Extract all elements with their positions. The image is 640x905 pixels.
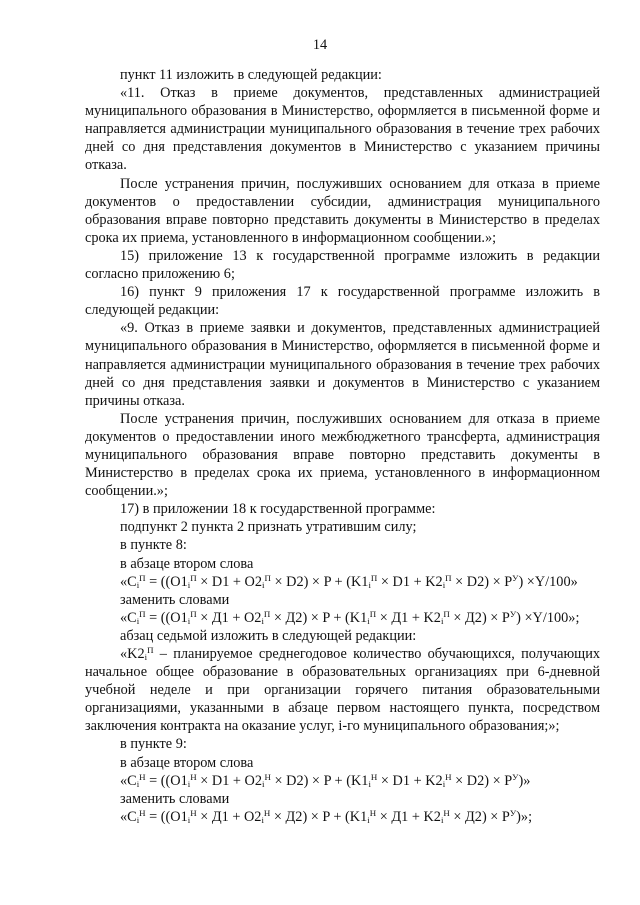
paragraph-9-text: «9. Отказ в приеме заявки и документов, представленных администрацией муниципального образования в Министерство, оформляется в письменной форме и направляется администрации муниципального образования в течение трех рабочих дней со дня представления заявки и документов в Министерство с указанием причины отказа. xyxy=(85,320,600,409)
paragraph-words-label-2: в абзаце втором слова xyxy=(120,754,254,771)
page-number: 14 xyxy=(312,37,328,53)
paragraph-9-repeat: После устранения причин, послуживших основанием для отказа в приеме документов о предоставлении иного межбюджетного трансферта, администрация муниципального образования вправе повторно представить документы в Министерство в пределах срока их приема, установленного в информационном сообщении.»; xyxy=(85,410,600,500)
paragraph-item-15: 15) приложение 13 к государственной программе изложить в редакции согласно приложению 6; xyxy=(85,247,600,283)
paragraph-words-label: в абзаце втором слова xyxy=(120,555,254,572)
paragraph-11-repeat: После устранения причин, послуживших основанием для отказа в приеме документов о предоставлении субсидии, администрация муниципального образования вправе повторно представить документы в Министерство в пределах срока их приема, установленного в информационном сообщении.»; xyxy=(85,175,600,246)
formula-new-n: «$C_i^Н = ((O1_i^Н \times Д1 + O2_i^Н \times Д2) \times P + (K1_i^Н \times Д1 + K2_i^Н \times Д2) \times P^У)$»; xyxy=(120,807,533,826)
paragraph-11-text: «11. Отказ в приеме документов, представленных администрацией муниципального образования в Министерство, оформляется в письменной форме и направляется администрации муниципального образования в течение трех рабочих дней со дня представления документов в Министерство с указанием причины отказа. xyxy=(85,85,600,174)
paragraph-point-8: в пункте 8: xyxy=(120,537,187,554)
paragraph-item-17: 17) в приложении 18 к государственной программе: xyxy=(120,501,436,518)
formula-old-n: «$C_i^Н = ((O1_i^Н \times D1 + O2_i^Н \times D2) \times P + (K1_i^Н \times D1 + K2_i^Н \times D2) \times P^У)$» xyxy=(120,771,531,789)
paragraph-k2-definition: «$K2_i^П$ – планируемое среднегодовое количество обучающихся, получающих начальное общее образование в образовательных организациях при 6-дневной учебной неделе и при организации горячего питания образовательными организациями, указанными в абзаце первом настоящего пункта, посредством заключения контракта на оказание услуг, i-го муниципального образования;»; xyxy=(85,645,600,735)
paragraph-item-16: 16) пункт 9 приложения 17 к государственной программе изложить в следующей редакции: xyxy=(85,284,600,319)
paragraph-intro-11: пункт 11 изложить в следующей редакции: xyxy=(120,67,382,83)
formula-new-p: «$C_i^П = ((O1_i^П \times Д1 + O2_i^П \times Д2) \times P + (K1_i^П \times Д1 + K2_i^П \times Д2) \times P^У) \times Y/100$»; xyxy=(120,608,580,627)
paragraph-abzac-7: абзац седьмой изложить в следующей редакции: xyxy=(120,627,417,644)
paragraph-replace-label-2: заменить словами xyxy=(120,790,230,807)
document-body xyxy=(85,66,600,826)
paragraph-subitem-2: подпункт 2 пункта 2 признать утратившим силу; xyxy=(120,519,417,536)
paragraph-replace-label: заменить словами xyxy=(120,591,230,608)
formula-old-p: «$C_i^П = ((O1_i^П \times D1 + O2_i^П \times D2) \times P + (K1_i^П \times D1 + K2_i^П \times D2) \times P^У) \times Y/100$» xyxy=(120,572,578,590)
paragraph-point-9: в пункте 9: xyxy=(120,736,187,753)
